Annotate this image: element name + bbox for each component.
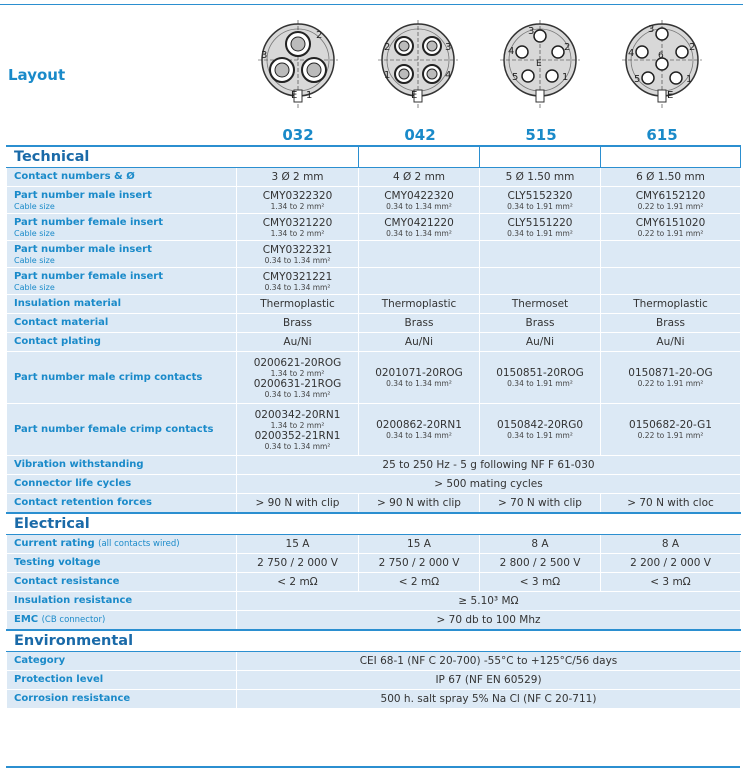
row-label: Testing voltage — [7, 554, 237, 573]
table-cell: Au/Ni — [237, 333, 359, 352]
table-row — [7, 333, 741, 352]
row-label: EMC (CB connector) — [7, 611, 237, 631]
table-row — [7, 573, 741, 592]
table-cell: 2 750 / 2 000 V — [359, 554, 480, 573]
table-cell: 4 Ø 2 mm — [359, 168, 480, 187]
table-cell: > 90 N with clip — [359, 494, 480, 514]
pin-label: 5 — [634, 74, 641, 85]
section-row — [7, 630, 741, 652]
row-label: Corrosion resistance — [7, 690, 237, 709]
row-label: Part number female insert Cable size — [7, 268, 237, 295]
connector-515-diagram — [500, 18, 580, 110]
row-label: Protection level — [7, 671, 237, 690]
row-label: Contact material — [7, 314, 237, 333]
table-cell: CMY0322321 0.34 to 1.34 mm² — [237, 241, 359, 268]
connector-615-diagram — [622, 18, 702, 110]
table-cell: CMY0322320 1.34 to 2 mm² — [237, 187, 359, 214]
table-row — [7, 241, 741, 268]
row-label: Part number male insert Cable size — [7, 187, 237, 214]
table-row — [7, 592, 741, 611]
table-cell: 15 A — [359, 535, 480, 554]
pin-label: 1 — [306, 90, 313, 101]
table-cell: 0150851-20ROG 0.34 to 1.91 mm² — [480, 352, 601, 404]
section-row — [7, 513, 741, 535]
table-cell: 0150842-20RG0 0.34 to 1.91 mm² — [480, 404, 601, 456]
table-cell: 0200342-20RN1 1.34 to 2 mm² 0200352-21RN1 0.34 to 1.34 mm² — [237, 404, 359, 456]
pin-label: 1 — [384, 70, 391, 81]
row-label: Connector life cycles — [7, 475, 237, 494]
table-cell: > 70 N with cloc — [601, 494, 741, 514]
table-cell: Brass — [601, 314, 741, 333]
table-cell: 5 Ø 1.50 mm — [480, 168, 601, 187]
table-cell: 0200862-20RN1 0.34 to 1.34 mm² — [359, 404, 480, 456]
table-row — [7, 456, 741, 475]
table-cell: CMY6151020 0.22 to 1.91 mm² — [601, 214, 741, 241]
table-row — [7, 475, 741, 494]
table-cell: CEI 68-1 (NF C 20-700) -55°C to +125°C/56 days — [237, 652, 741, 671]
table-cell: CMY0421220 0.34 to 1.34 mm² — [359, 214, 480, 241]
table-cell: CMY0321220 1.34 to 2 mm² — [237, 214, 359, 241]
table-cell: 8 A — [601, 535, 741, 554]
row-label: Part number female insert Cable size — [7, 214, 237, 241]
table-row — [7, 652, 741, 671]
table-cell: 0150871-20-OG 0.22 to 1.91 mm² — [601, 352, 741, 404]
table-cell: 0150682-20-G1 0.22 to 1.91 mm² — [601, 404, 741, 456]
row-label: Insulation resistance — [7, 592, 237, 611]
table-cell: CLY5151220 0.34 to 1.91 mm² — [480, 214, 601, 241]
table-cell: 2 750 / 2 000 V — [237, 554, 359, 573]
pin-label: 4 — [508, 46, 515, 57]
connector-032-diagram — [258, 18, 338, 110]
table-cell: Brass — [480, 314, 601, 333]
table-cell: < 2 mΩ — [237, 573, 359, 592]
row-label: Contact plating — [7, 333, 237, 352]
section-environmental: Environmental — [7, 630, 741, 652]
table-row — [7, 611, 741, 631]
table-cell: CMY0321221 0.34 to 1.34 mm² — [237, 268, 359, 295]
table-cell: 3 Ø 2 mm — [237, 168, 359, 187]
row-label: Contact retention forces — [7, 494, 237, 514]
table-row — [7, 671, 741, 690]
table-row — [7, 494, 741, 514]
table-cell: > 70 N with clip — [480, 494, 601, 514]
table-row — [7, 295, 741, 314]
top-rule — [0, 4, 743, 5]
table-row — [7, 187, 741, 214]
table-cell: > 500 mating cycles — [237, 475, 741, 494]
pin-label: 4 — [628, 48, 635, 59]
table-cell: 0200621-20ROG 1.34 to 2 mm² 0200631-21ROG 0.34 to 1.34 mm² — [237, 352, 359, 404]
table-cell: Thermoset — [480, 295, 601, 314]
pin-label: 3 — [528, 26, 535, 37]
table-row — [7, 535, 741, 554]
pin-label: 2 — [564, 42, 571, 53]
pin-label: E — [667, 90, 674, 101]
table-row — [7, 214, 741, 241]
pin-label: E — [291, 90, 298, 101]
table-cell: IP 67 (NF EN 60529) — [237, 671, 741, 690]
row-label: Part number male crimp contacts — [7, 352, 237, 404]
section-row — [7, 146, 741, 168]
row-label: Vibration withstanding — [7, 456, 237, 475]
table-cell: Au/Ni — [601, 333, 741, 352]
table-cell: 15 A — [237, 535, 359, 554]
table-row — [7, 168, 741, 187]
table-row — [7, 404, 741, 456]
pin-label: 1 — [562, 72, 569, 83]
pin-label: E — [411, 90, 418, 101]
table-cell: Brass — [237, 314, 359, 333]
spec-table — [6, 145, 741, 709]
row-label: Part number female crimp contacts — [7, 404, 237, 456]
row-label: Insulation material — [7, 295, 237, 314]
pin-label: 4 — [445, 70, 452, 81]
table-cell: 2 800 / 2 500 V — [480, 554, 601, 573]
section-technical: Technical — [7, 146, 237, 168]
row-label: Current rating (all contacts wired) — [7, 535, 237, 554]
pin-label: 2 — [384, 42, 391, 53]
table-cell: < 3 mΩ — [601, 573, 741, 592]
table-cell: 0201071-20ROG 0.34 to 1.34 mm² — [359, 352, 480, 404]
table-cell: 25 to 250 Hz - 5 g following NF F 61-030 — [237, 456, 741, 475]
pin-label: 3 — [261, 50, 268, 61]
connector-code: 042 — [404, 126, 436, 144]
table-cell: ≥ 5.10³ MΩ — [237, 592, 741, 611]
pin-label: 3 — [648, 24, 655, 35]
table-cell: CLY5152320 0.34 to 1.91 mm² — [480, 187, 601, 214]
table-cell: 6 Ø 1.50 mm — [601, 168, 741, 187]
table-cell: < 2 mΩ — [359, 573, 480, 592]
connector-042-diagram — [378, 18, 458, 110]
table-cell: Au/Ni — [480, 333, 601, 352]
connector-code: 615 — [646, 126, 678, 144]
table-cell: > 70 db to 100 Mhz — [237, 611, 741, 631]
table-row — [7, 690, 741, 709]
table-cell: Thermoplastic — [359, 295, 480, 314]
section-electrical: Electrical — [7, 513, 741, 535]
table-row — [7, 554, 741, 573]
table-cell: Brass — [359, 314, 480, 333]
pin-label: E — [536, 59, 542, 69]
pin-label: 6 — [658, 51, 664, 61]
pin-label: 2 — [316, 30, 323, 41]
row-label: Contact numbers & Ø — [7, 168, 237, 187]
connector-code: 032 — [282, 126, 314, 144]
row-label: Contact resistance — [7, 573, 237, 592]
table-cell: 8 A — [480, 535, 601, 554]
connector-code: 515 — [525, 126, 557, 144]
table-cell: Thermoplastic — [237, 295, 359, 314]
pin-label: 1 — [686, 74, 693, 85]
pin-label: 3 — [445, 42, 452, 53]
table-row — [7, 268, 741, 295]
table-cell: > 90 N with clip — [237, 494, 359, 514]
table-cell: Thermoplastic — [601, 295, 741, 314]
table-cell: Au/Ni — [359, 333, 480, 352]
pin-label: 2 — [689, 42, 696, 53]
row-label: Category — [7, 652, 237, 671]
table-cell: < 3 mΩ — [480, 573, 601, 592]
table-row — [7, 314, 741, 333]
table-cell: 500 h. salt spray 5% Na Cl (NF C 20-711) — [237, 690, 741, 709]
layout-label: Layout — [8, 66, 66, 84]
table-cell: CMY6152120 0.22 to 1.91 mm² — [601, 187, 741, 214]
table-cell: CMY0422320 0.34 to 1.34 mm² — [359, 187, 480, 214]
table-row — [7, 352, 741, 404]
pin-label: 5 — [512, 72, 519, 83]
row-label: Part number male insert Cable size — [7, 241, 237, 268]
table-cell: 2 200 / 2 000 V — [601, 554, 741, 573]
